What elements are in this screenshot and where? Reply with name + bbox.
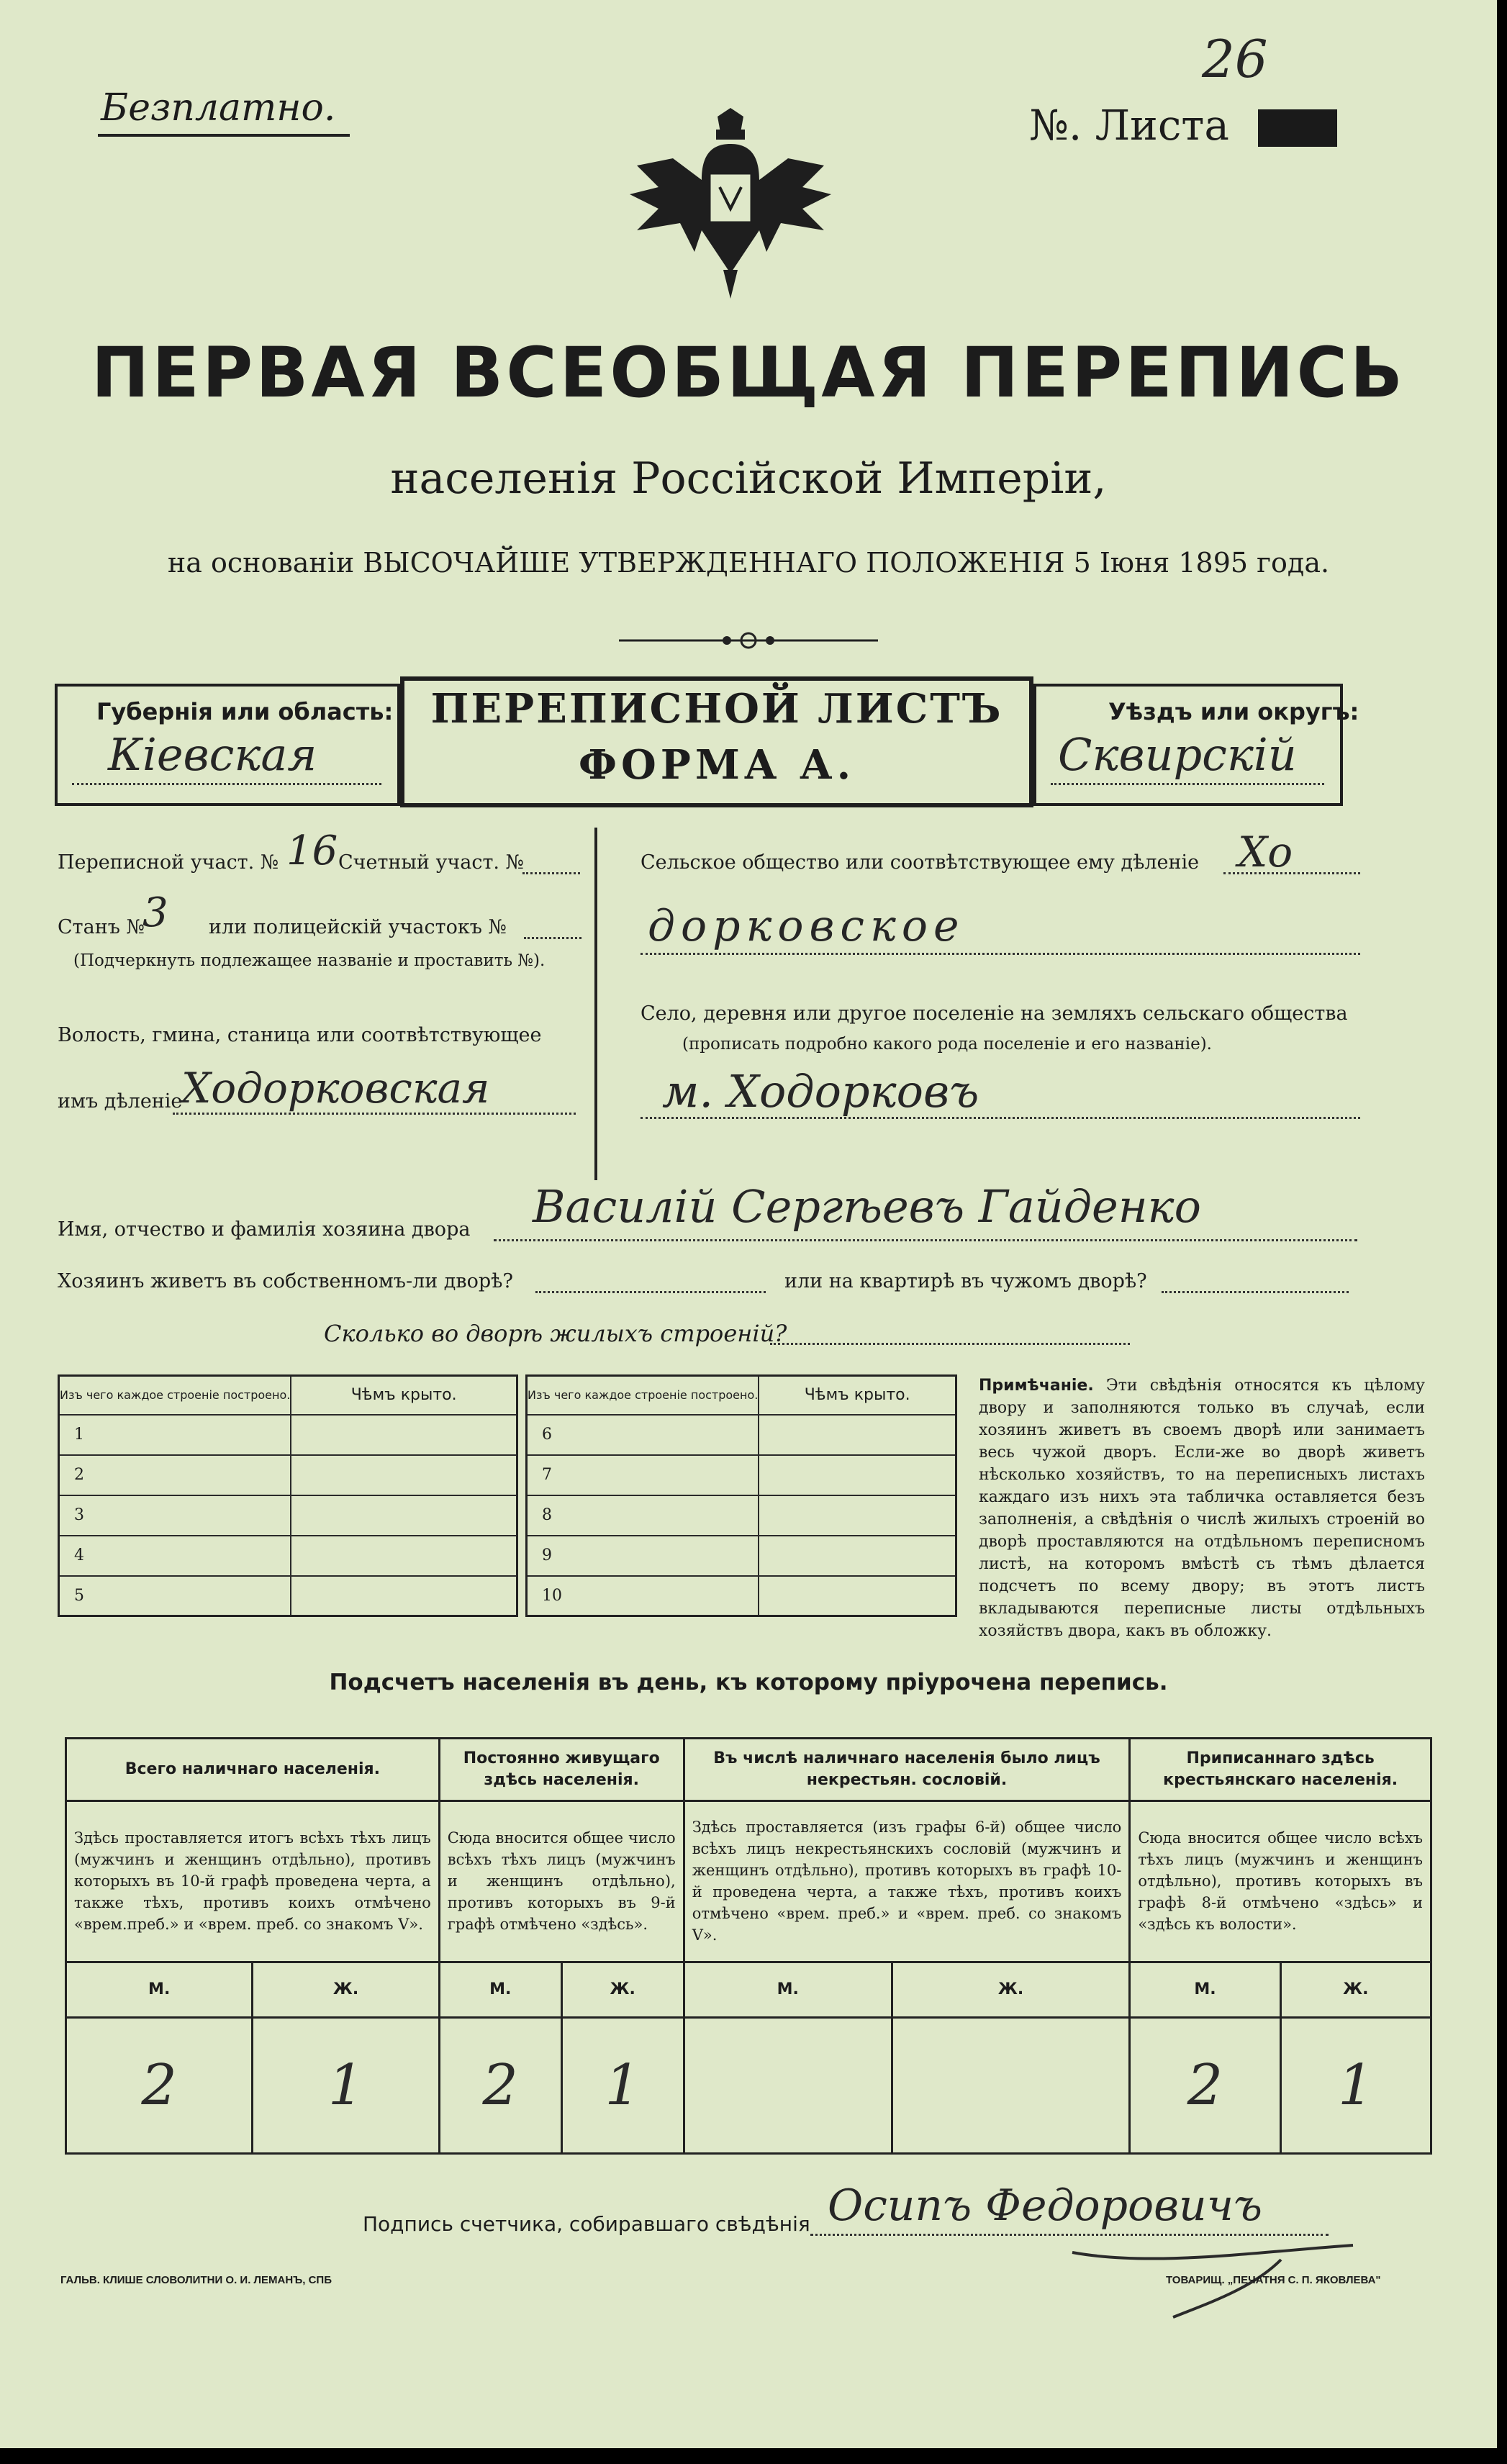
pop-header-3: Въ числѣ наличнаго населенія было лицъ некрестьян. сословій. xyxy=(684,1739,1130,1801)
own-yard-blank xyxy=(535,1291,766,1293)
ornament-divider xyxy=(619,626,878,655)
sheet-number-handwritten: 26 xyxy=(1202,29,1268,89)
free-label: Безплатно. xyxy=(101,86,336,130)
present-male-value[interactable]: 2 xyxy=(66,2017,253,2153)
roof-cell[interactable] xyxy=(291,1495,517,1536)
buildings-table-right xyxy=(525,1374,957,1617)
roof-cell[interactable] xyxy=(759,1415,956,1455)
signature-value: Осипъ Федоровичъ xyxy=(828,2180,1263,2231)
volost-label-2: имъ дѣленіе xyxy=(58,1090,183,1113)
district-underline xyxy=(1051,783,1324,785)
province-value: Кіевская xyxy=(108,728,317,781)
rented-blank xyxy=(1162,1291,1349,1293)
form-title-1: ПЕРЕПИСНОЙ ЛИСТЪ xyxy=(430,685,1003,733)
society-value-1: Хо xyxy=(1238,828,1293,877)
signature-underline xyxy=(810,2234,1329,2236)
village-value: м. Ходорковъ xyxy=(662,1065,979,1118)
signature-label: Подпись счетчика, собиравшаго свѣдѣнія xyxy=(363,2212,810,2236)
row-num: 3 xyxy=(59,1495,291,1536)
village-underline xyxy=(641,1117,1360,1119)
buildings-blank xyxy=(770,1343,1130,1345)
female-label: Ж. xyxy=(1280,1962,1431,2018)
note-block xyxy=(979,1374,1425,1642)
owner-value: Василій Сергѣевъ Гайденко xyxy=(533,1180,1201,1233)
roof-cell[interactable] xyxy=(759,1455,956,1495)
owner-label: Имя, отчество и фамилія хозяина двора xyxy=(58,1218,471,1241)
village-note: (прописать подробно какого рода поселеніе и его названіе). xyxy=(682,1035,1212,1054)
buildings-table-left xyxy=(58,1374,518,1617)
double-headed-eagle-emblem xyxy=(601,86,860,317)
province-underline xyxy=(72,783,381,785)
stan-label: Станъ № xyxy=(58,916,145,938)
roof-cell[interactable] xyxy=(291,1455,517,1495)
society-label: Сельское общество или соотвѣтствующее ему дѣленіе xyxy=(641,851,1200,874)
own-yard-label: Хозяинъ живетъ въ собственномъ-ли дворѣ? xyxy=(58,1270,513,1292)
pop-desc-4: Сюда вносится общее число всѣхъ тѣхъ лицъ (мужчинъ и женщинъ отдѣльно), противъ которыхъ въ графѣ 8-й отмѣчено «здѣсь» и «здѣсь къ волости». xyxy=(1130,1801,1431,1962)
present-female-value[interactable]: 1 xyxy=(253,2017,439,2153)
col-roof-header: Чѣмъ крыто. xyxy=(291,1376,517,1415)
district-label: Уѣздъ или округъ: xyxy=(1108,698,1359,725)
row-num: 6 xyxy=(527,1415,759,1455)
roof-cell[interactable] xyxy=(759,1536,956,1576)
note-title: Примѣчаніе. xyxy=(979,1377,1094,1395)
population-table-wrap xyxy=(65,1737,1432,2155)
district-value: Сквирскій xyxy=(1058,728,1297,781)
row-num: 10 xyxy=(527,1576,759,1616)
nonpeasant-female-value[interactable] xyxy=(892,2017,1130,2153)
sub-title: населенія Россійской Имперіи, xyxy=(390,453,1107,504)
sheet-number-label: №. Листа xyxy=(1029,101,1229,150)
row-num: 7 xyxy=(527,1455,759,1495)
owner-underline xyxy=(494,1239,1357,1241)
col-roof-header: Чѣмъ крыто. xyxy=(759,1376,956,1415)
volost-underline xyxy=(173,1113,576,1115)
pop-desc-2: Сюда вносится общее число всѣхъ тѣхъ лицъ (мужчинъ и женщинъ отдѣльно), противъ которыхъ въ 9-й графѣ отмѣчено «здѣсь». xyxy=(439,1801,684,1962)
pop-header-4: Приписаннаго здѣсь крестьянскаго населенія. xyxy=(1130,1739,1431,1801)
printer-left: ГАЛЬВ. КЛИШЕ СЛОВОЛИТНИ О. И. ЛЕМАНЪ, СПБ xyxy=(60,2274,332,2286)
female-label: Ж. xyxy=(892,1962,1130,2018)
society-value-2: дорковское xyxy=(648,901,965,951)
count-area-blank xyxy=(522,872,580,874)
row-num: 1 xyxy=(59,1415,291,1455)
main-title: ПЕРВАЯ ВСЕОБЩАЯ ПЕРЕПИСЬ xyxy=(91,332,1406,413)
scan-edge-right xyxy=(1497,0,1507,2464)
row-num: 9 xyxy=(527,1536,759,1576)
roof-cell[interactable] xyxy=(759,1576,956,1616)
census-area-value: 16 xyxy=(286,828,338,874)
volost-value: Ходорковская xyxy=(181,1064,490,1113)
stan-value: 3 xyxy=(142,889,168,936)
pop-header-2: Постоянно живущаго здѣсь населенія. xyxy=(439,1739,684,1801)
count-area-label: Счетный участ. № xyxy=(338,851,525,874)
census-area-label: Переписной участ. № xyxy=(58,851,279,874)
population-title: Подсчетъ населенія въ день, къ которому пріурочена перепись. xyxy=(329,1670,1168,1695)
society-underline-1 xyxy=(1223,872,1360,874)
basis-line: на основаніи ВЫСОЧАЙШЕ УТВЕРЖДЕННАГО ПОЛОЖЕНІЯ 5 Іюня 1895 года. xyxy=(167,547,1330,579)
police-blank xyxy=(524,937,581,939)
sheet-number-redaction xyxy=(1258,109,1337,147)
female-label: Ж. xyxy=(561,1962,684,2018)
police-label: или полицейскій участокъ № xyxy=(209,916,507,938)
roof-cell[interactable] xyxy=(759,1495,956,1536)
free-underline xyxy=(98,134,350,137)
scan-edge-bottom xyxy=(0,2448,1507,2464)
row-num: 4 xyxy=(59,1536,291,1576)
male-label: М. xyxy=(1130,1962,1280,2018)
population-table xyxy=(65,1737,1432,2155)
province-label: Губернія или область: xyxy=(96,698,394,725)
fields-divider xyxy=(594,828,597,1180)
col-material-header: Изъ чего каждое строеніе построено. xyxy=(527,1376,759,1415)
permanent-male-value[interactable]: 2 xyxy=(439,2017,561,2153)
male-label: М. xyxy=(684,1962,892,2018)
male-label: М. xyxy=(439,1962,561,2018)
peasant-male-value[interactable]: 2 xyxy=(1130,2017,1280,2153)
buildings-label: Сколько во дворѣ жилыхъ строеній? xyxy=(324,1320,787,1347)
female-label: Ж. xyxy=(253,1962,439,2018)
peasant-female-value[interactable]: 1 xyxy=(1280,2017,1431,2153)
society-underline-2 xyxy=(641,953,1360,955)
printer-right: ТОВАРИЩ. „ПЕЧАТНЯ С. П. ЯКОВЛЕВА" xyxy=(1166,2274,1381,2286)
volost-label-1: Волость, гмина, станица или соотвѣтствующее xyxy=(58,1024,542,1046)
village-label: Село, деревня или другое поселеніе на земляхъ сельскаго общества xyxy=(641,1002,1348,1025)
nonpeasant-male-value[interactable] xyxy=(684,2017,892,2153)
note-text: Эти свѣдѣнія относятся къ цѣлому двору и заполняются только въ случаѣ, если хозяинъ живетъ въ своемъ дворѣ или занимаетъ весь чужой дворъ. Если-же во дворѣ живетъ нѣсколько хозяйствъ, то на переписныхъ листахъ каждаго изъ нихъ эта табличка оставляется безъ заполненія, а свѣдѣнія о числѣ жилыхъ строеній во дворѣ проставляются на отдѣльномъ переписномъ листѣ, на которомъ вмѣстѣ съ тѣмъ дѣлается подсчетъ по всему двору; въ этотъ листъ вкладываются переписные листы отдѣльныхъ хозяйствъ двора, какъ въ обложку. xyxy=(979,1377,1425,1640)
pop-desc-3: Здѣсь проставляется (изъ графы 6-й) общее число всѣхъ лицъ некрестьянскихъ сословій (мужчинъ и женщинъ отдѣльно), противъ которыхъ въ графѣ 10-й проведена черта, а также тѣхъ, противъ коихъ отмѣчено «врем. преб.» и «врем. преб. со знакомъ V». xyxy=(684,1801,1130,1962)
rented-label: или на квартирѣ въ чужомъ дворѣ? xyxy=(784,1270,1147,1292)
row-num: 2 xyxy=(59,1455,291,1495)
pop-header-1: Всего наличнаго населенія. xyxy=(66,1739,440,1801)
permanent-female-value[interactable]: 1 xyxy=(561,2017,684,2153)
row-num: 5 xyxy=(59,1576,291,1616)
form-title-2: ФОРМА А. xyxy=(578,741,856,789)
row-num: 8 xyxy=(527,1495,759,1536)
male-label: М. xyxy=(66,1962,253,2018)
roof-cell[interactable] xyxy=(291,1576,517,1616)
roof-cell[interactable] xyxy=(291,1415,517,1455)
col-material-header: Изъ чего каждое строеніе построено. xyxy=(59,1376,291,1415)
pop-desc-1: Здѣсь проставляется итогъ всѣхъ тѣхъ лицъ (мужчинъ и женщинъ отдѣльно), противъ которыхъ въ 10-й графѣ проведена черта, а также тѣхъ, противъ коихъ отмѣчено «врем.преб.» и «врем. преб. со знакомъ V». xyxy=(66,1801,440,1962)
roof-cell[interactable] xyxy=(291,1536,517,1576)
underline-note: (Подчеркнуть подлежащее названіе и проставить №). xyxy=(73,951,546,970)
